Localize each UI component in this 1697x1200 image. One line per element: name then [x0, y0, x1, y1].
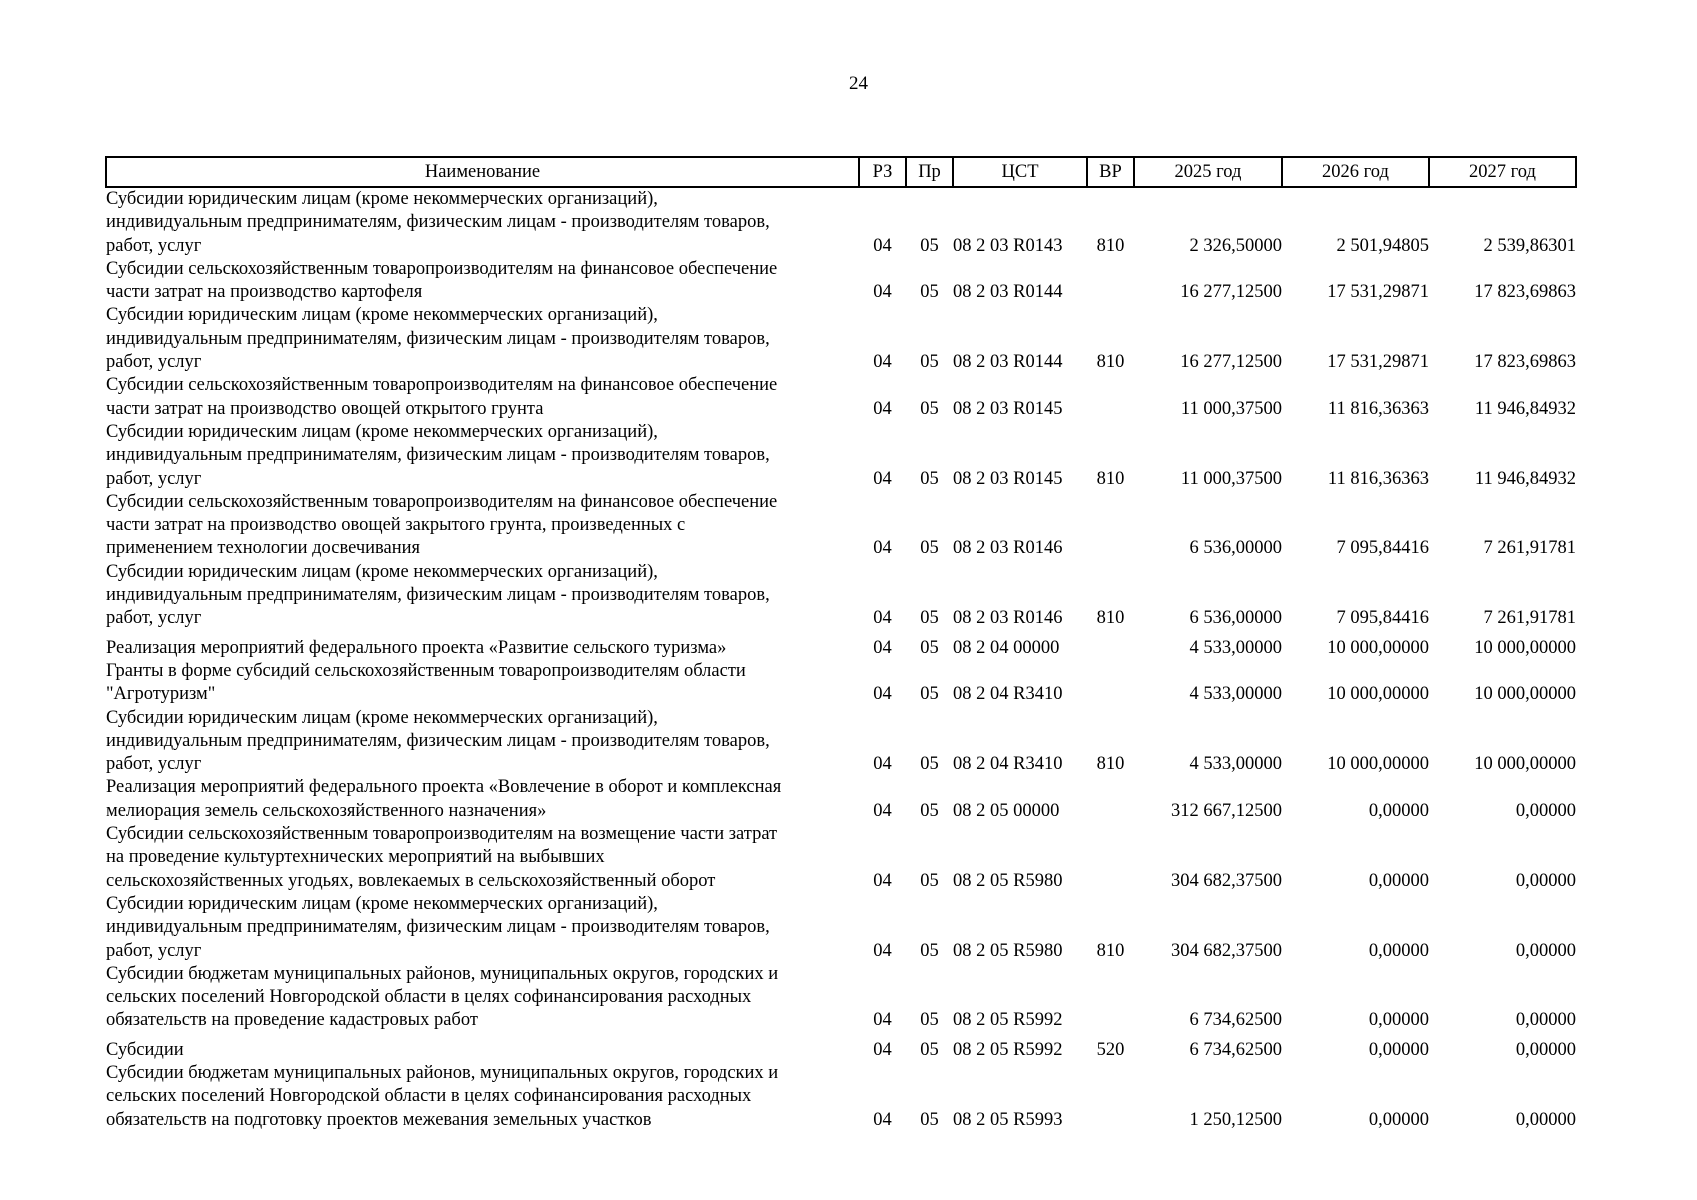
cell-rz: 04	[873, 1109, 892, 1130]
budget-table	[105, 156, 1577, 1132]
cell-2026: 10 000,00000	[1327, 684, 1429, 705]
cell-pr: 05	[920, 637, 939, 658]
header-cst: ЦСТ	[953, 157, 1087, 187]
table-row	[106, 1033, 1576, 1062]
cell-2027: 17 823,69863	[1474, 352, 1576, 373]
table-body	[106, 187, 1576, 1132]
cell-rz: 04	[873, 538, 892, 559]
cell-vr	[1087, 258, 1134, 305]
cell-cst: 08 2 03 R0146	[953, 608, 1063, 629]
cell-2026: 0,00000	[1368, 1109, 1429, 1130]
cell-rz: 04	[873, 1039, 892, 1060]
cell-vr: 810	[1096, 940, 1125, 961]
cell-2026: 10 000,00000	[1327, 637, 1429, 658]
cell-cst: 08 2 03 R0146	[953, 538, 1063, 559]
cell-vr: 520	[1096, 1039, 1125, 1060]
table-row	[106, 421, 1576, 491]
cell-pr: 05	[920, 1010, 939, 1031]
cell-cst: 08 2 04 00000	[953, 637, 1060, 658]
table-row	[106, 561, 1576, 631]
cell-name: Субсидии юридическим лицам (кроме некоммерческих организаций), индивидуальным предпринимателям, физическим лицам - производителям товаров, работ, услуг	[106, 421, 770, 489]
cell-rz: 04	[873, 1010, 892, 1031]
cell-pr: 05	[920, 754, 939, 775]
cell-name: Субсидии юридическим лицам (кроме некоммерческих организаций), индивидуальным предпринимателям, физическим лицам - производителям товаров, работ, услуг	[106, 561, 770, 629]
cell-pr: 05	[920, 684, 939, 705]
cell-name: Субсидии юридическим лицам (кроме некоммерческих организаций), индивидуальным предпринимателям, физическим лицам - производителям товаров, работ, услуг	[106, 707, 770, 775]
cell-name: Субсидии бюджетам муниципальных районов, муниципальных округов, городских и сельских поселений Новгородской области в целях софинансирования расходных обязательств на проведение кадастровых работ	[106, 963, 779, 1031]
header-2026: 2026 год	[1282, 157, 1429, 187]
cell-vr: 810	[1096, 235, 1125, 256]
cell-2026: 0,00000	[1368, 1010, 1429, 1031]
cell-vr	[1087, 1062, 1134, 1132]
table-row	[106, 893, 1576, 963]
cell-vr	[1087, 631, 1134, 660]
cell-2027: 0,00000	[1515, 800, 1576, 821]
table-row	[106, 823, 1576, 893]
cell-2025: 16 277,12500	[1180, 352, 1282, 373]
cell-2026: 10 000,00000	[1327, 754, 1429, 775]
cell-2025: 4 533,00000	[1189, 637, 1282, 658]
cell-2027: 17 823,69863	[1474, 282, 1576, 303]
header-2025: 2025 год	[1134, 157, 1282, 187]
table-row	[106, 631, 1576, 660]
cell-vr	[1087, 374, 1134, 421]
cell-name: Субсидии юридическим лицам (кроме некоммерческих организаций), индивидуальным предпринимателям, физическим лицам - производителям товаров, работ, услуг	[106, 893, 770, 961]
table-row	[106, 963, 1576, 1033]
cell-2025: 11 000,37500	[1180, 398, 1282, 419]
cell-2027: 0,00000	[1515, 870, 1576, 891]
cell-cst: 08 2 04 R3410	[953, 754, 1063, 775]
cell-2027: 0,00000	[1515, 1109, 1576, 1130]
table-row	[106, 776, 1576, 823]
cell-2027: 11 946,84932	[1474, 398, 1576, 419]
cell-2025: 6 734,62500	[1189, 1010, 1282, 1031]
cell-rz: 04	[873, 754, 892, 775]
cell-2027: 0,00000	[1515, 1039, 1576, 1060]
table-row	[106, 258, 1576, 305]
cell-2026: 0,00000	[1368, 870, 1429, 891]
header-rz: РЗ	[859, 157, 906, 187]
cell-cst: 08 2 05 R5980	[953, 940, 1063, 961]
cell-2025: 6 734,62500	[1189, 1039, 1282, 1060]
cell-2025: 1 250,12500	[1189, 1109, 1282, 1130]
cell-cst: 08 2 03 R0143	[953, 235, 1063, 256]
cell-2025: 16 277,12500	[1180, 282, 1282, 303]
cell-2027: 10 000,00000	[1474, 754, 1576, 775]
cell-pr: 05	[920, 468, 939, 489]
cell-2025: 304 682,37500	[1171, 940, 1282, 961]
cell-cst: 08 2 04 R3410	[953, 684, 1063, 705]
cell-name: Субсидии бюджетам муниципальных районов, муниципальных округов, городских и сельских поселений Новгородской области в целях софинансирования расходных обязательств на подготовку проектов межевания земельных участков	[106, 1062, 779, 1130]
cell-cst: 08 2 03 R0145	[953, 468, 1063, 489]
table-row	[106, 374, 1576, 421]
cell-2027: 10 000,00000	[1474, 637, 1576, 658]
cell-2025: 312 667,12500	[1171, 800, 1282, 821]
cell-rz: 04	[873, 468, 892, 489]
cell-cst: 08 2 03 R0145	[953, 398, 1063, 419]
cell-2027: 7 261,91781	[1483, 608, 1576, 629]
table-row	[106, 491, 1576, 561]
cell-name: Реализация мероприятий федерального проекта «Развитие сельского туризма»	[106, 637, 727, 658]
header-vr: ВР	[1087, 157, 1134, 187]
cell-pr: 05	[920, 282, 939, 303]
cell-pr: 05	[920, 608, 939, 629]
cell-rz: 04	[873, 398, 892, 419]
cell-2025: 6 536,00000	[1189, 538, 1282, 559]
cell-rz: 04	[873, 608, 892, 629]
cell-cst: 08 2 05 R5980	[953, 870, 1063, 891]
table-row	[106, 304, 1576, 374]
header-pr: Пр	[906, 157, 953, 187]
cell-2026: 7 095,84416	[1336, 608, 1429, 629]
cell-2026: 17 531,29871	[1327, 282, 1429, 303]
cell-2027: 0,00000	[1515, 1010, 1576, 1031]
cell-name: Реализация мероприятий федерального проекта «Вовлечение в оборот и комплексная мелиорация земель сельскохозяйственного назначения»	[106, 777, 782, 821]
cell-vr	[1087, 776, 1134, 823]
cell-pr: 05	[920, 1039, 939, 1060]
cell-2025: 11 000,37500	[1180, 468, 1282, 489]
cell-cst: 08 2 05 00000	[953, 800, 1060, 821]
cell-2026: 11 816,36363	[1327, 468, 1429, 489]
cell-2026: 0,00000	[1368, 940, 1429, 961]
table-row	[106, 660, 1576, 707]
cell-rz: 04	[873, 684, 892, 705]
cell-pr: 05	[920, 870, 939, 891]
cell-rz: 04	[873, 940, 892, 961]
cell-vr	[1087, 491, 1134, 561]
cell-vr: 810	[1096, 608, 1125, 629]
cell-name: Субсидии сельскохозяйственным товаропроизводителям на финансовое обеспечение части затрат на производство овощей закрытого грунта, произведенных с применением технологии досвечивания	[106, 491, 778, 559]
cell-vr	[1087, 823, 1134, 893]
cell-2025: 4 533,00000	[1189, 754, 1282, 775]
cell-name: Субсидии	[106, 1039, 184, 1060]
table-row	[106, 707, 1576, 777]
cell-vr: 810	[1096, 754, 1125, 775]
cell-vr	[1087, 963, 1134, 1033]
cell-2026: 0,00000	[1368, 1039, 1429, 1060]
cell-pr: 05	[920, 1109, 939, 1130]
cell-name: Субсидии сельскохозяйственным товаропроизводителям на финансовое обеспечение части затрат на производство овощей открытого грунта	[106, 375, 778, 419]
cell-cst: 08 2 03 R0144	[953, 352, 1063, 373]
cell-rz: 04	[873, 637, 892, 658]
cell-pr: 05	[920, 538, 939, 559]
cell-rz: 04	[873, 352, 892, 373]
cell-2027: 7 261,91781	[1483, 538, 1576, 559]
cell-vr	[1087, 660, 1134, 707]
cell-cst: 08 2 05 R5993	[953, 1109, 1063, 1130]
page-number: 24	[849, 73, 868, 94]
cell-name: Гранты в форме субсидий сельскохозяйственным товаропроизводителям области "Агротуризм"	[106, 660, 746, 705]
table-header-row	[106, 157, 1576, 187]
cell-2026: 0,00000	[1368, 800, 1429, 821]
cell-rz: 04	[873, 282, 892, 303]
cell-2027: 11 946,84932	[1474, 468, 1576, 489]
cell-vr: 810	[1096, 352, 1125, 373]
cell-pr: 05	[920, 235, 939, 256]
cell-2026: 11 816,36363	[1327, 398, 1429, 419]
cell-pr: 05	[920, 800, 939, 821]
cell-name: Субсидии сельскохозяйственным товаропроизводителям на финансовое обеспечение части затрат на производство картофеля	[106, 258, 778, 303]
cell-2025: 2 326,50000	[1189, 235, 1282, 256]
cell-2026: 2 501,94805	[1336, 235, 1429, 256]
cell-2027: 2 539,86301	[1483, 235, 1576, 256]
cell-cst: 08 2 05 R5992	[953, 1010, 1063, 1031]
cell-name: Субсидии юридическим лицам (кроме некоммерческих организаций), индивидуальным предпринимателям, физическим лицам - производителям товаров, работ, услуг	[106, 305, 770, 373]
cell-pr: 05	[920, 398, 939, 419]
cell-2027: 0,00000	[1515, 940, 1576, 961]
cell-name: Субсидии сельскохозяйственным товаропроизводителям на возмещение части затрат на проведение культуртехнических мероприятий на выбывших сельскохозяйственных угодьях, вовлекаемых в сельскохозяйственный оборот	[106, 824, 778, 891]
cell-2025: 4 533,00000	[1189, 684, 1282, 705]
cell-2026: 7 095,84416	[1336, 538, 1429, 559]
header-2027: 2027 год	[1429, 157, 1576, 187]
cell-cst: 08 2 05 R5992	[953, 1039, 1063, 1060]
cell-2027: 10 000,00000	[1474, 684, 1576, 705]
cell-rz: 04	[873, 870, 892, 891]
table-row	[106, 1062, 1576, 1132]
header-name: Наименование	[106, 157, 859, 187]
cell-cst: 08 2 03 R0144	[953, 282, 1063, 303]
cell-2025: 6 536,00000	[1189, 608, 1282, 629]
cell-rz: 04	[873, 800, 892, 821]
cell-vr: 810	[1096, 468, 1125, 489]
cell-name: Субсидии юридическим лицам (кроме некоммерческих организаций), индивидуальным предпринимателям, физическим лицам - производителям товаров, работ, услуг	[106, 189, 770, 256]
table-row	[106, 187, 1576, 258]
cell-rz: 04	[873, 235, 892, 256]
cell-2026: 17 531,29871	[1327, 352, 1429, 373]
cell-2025: 304 682,37500	[1171, 870, 1282, 891]
cell-pr: 05	[920, 940, 939, 961]
cell-pr: 05	[920, 352, 939, 373]
